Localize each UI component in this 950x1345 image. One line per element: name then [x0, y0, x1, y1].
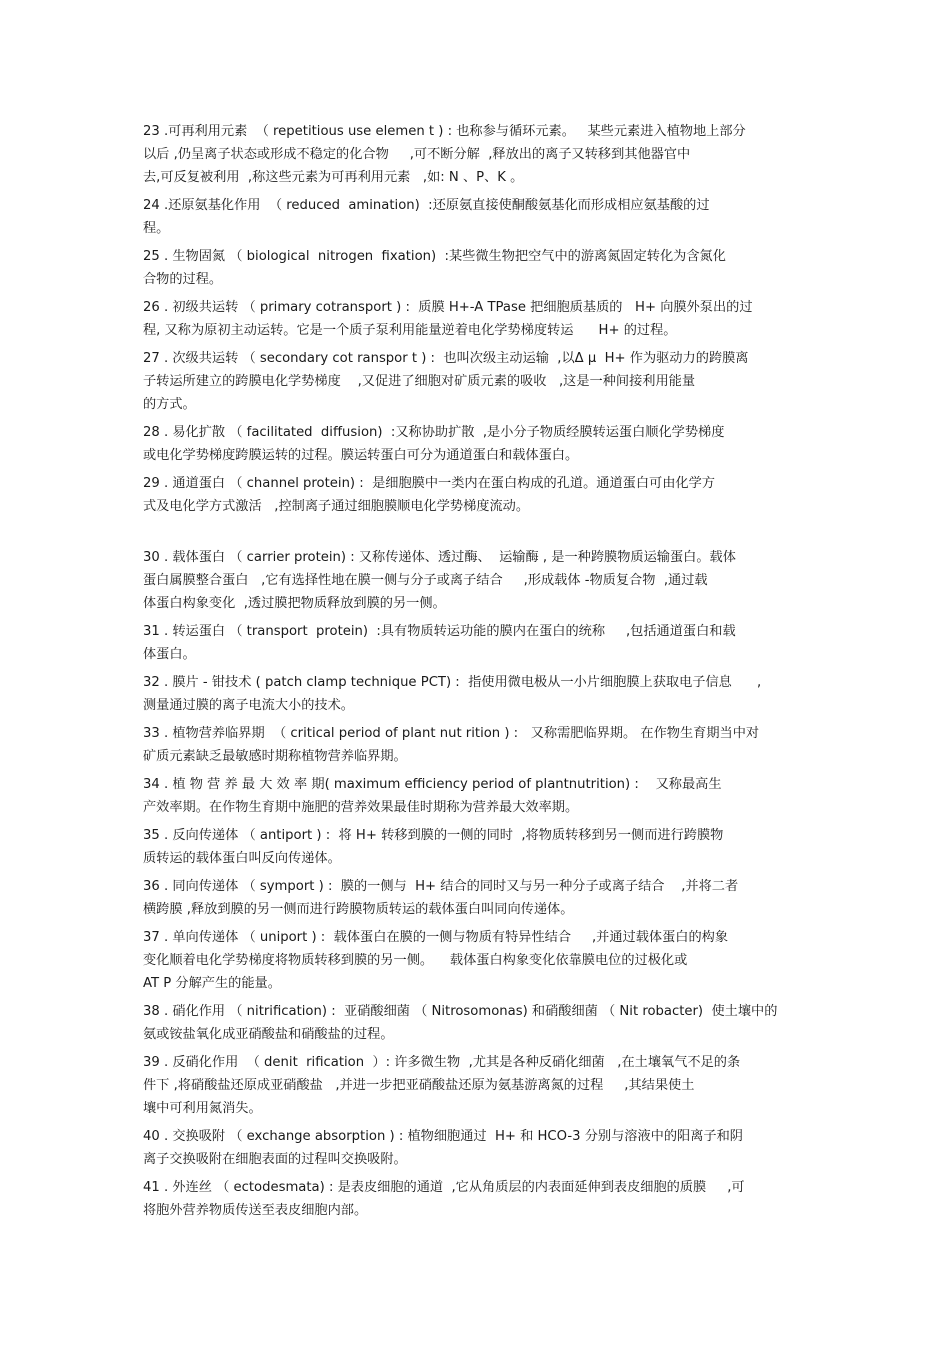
entry-text-line: 横跨膜 ,释放到膜的另一侧而进行跨膜物质转运的载体蛋白叫同向传递体。 [143, 902, 574, 917]
entry-text-line: 33 . 植物营养临界期 （ critical period of plant nut rition ) : 又称需肥临界期。 在作物生育期当中对 [143, 726, 760, 741]
entry-text-line: 25 . 生物固氮 （ biological nitrogen fixation) :某些微生物把空气中的游离氮固定转化为含氮化 [143, 249, 726, 264]
entry-text-line: 41 . 外连丝 （ ectodesmata) : 是表皮细胞的通道 ,它从角质层的内表面延伸到表皮细胞的质膜 ,可 [143, 1180, 745, 1195]
entry-text-line: 36 . 同向传递体 （ symport ) : 膜的一侧与 H+ 结合的同时又与另一种分子或离子结合 ,并将二者 [143, 879, 739, 894]
entry-text-line: 或电化学势梯度跨膜运转的过程。膜运转蛋白可分为通道蛋白和载体蛋白。 [143, 448, 579, 463]
entry-text-line: 产效率期。在作物生育期中施肥的营养效果最佳时期称为营养最大效率期。 [143, 800, 579, 815]
entry-text-line: 矿质元素缺乏最敏感时期称植物营养临界期。 [143, 749, 407, 764]
glossary-entries [143, 120, 823, 1227]
glossary-entry [143, 245, 823, 291]
entry-text-line: 37 . 单向传递体 （ uniport ) : 载体蛋白在膜的一侧与物质有特异性结合 ,并通过载体蛋白的构象 [143, 930, 729, 945]
glossary-entry [143, 1051, 823, 1120]
entry-text-line: 氨或铵盐氧化成亚硝酸盐和硝酸盐的过程。 [143, 1027, 394, 1042]
glossary-entry [143, 296, 823, 342]
entry-text-line: 24 .还原氨基化作用 （ reduced amination) :还原氨直接使酮酸氨基化而形成相应氨基酸的过 [143, 198, 710, 213]
entry-text-line: 式及电化学方式激活 ,控制离子通过细胞膜顺电化学势梯度流动。 [143, 499, 530, 514]
entry-text-line: 质转运的载体蛋白叫反向传递体。 [143, 851, 341, 866]
entry-text-line: 壤中可利用氮消失。 [143, 1101, 262, 1116]
entry-text-line: 去,可反复被利用 ,称这些元素为可再利用元素 ,如: N 、P、K 。 [143, 170, 524, 185]
entry-text-line: 离子交换吸附在细胞表面的过程叫交换吸附。 [143, 1152, 407, 1167]
glossary-entry [143, 1000, 823, 1046]
entry-text-line: 38 . 硝化作用 （ nitrification) : 亚硝酸细菌 （ Nitrosomonas) 和硝酸细菌 （ Nit robacter) 使土壤中的 [143, 1004, 778, 1019]
entry-text-line: 31 . 转运蛋白 （ transport protein) :具有物质转运功能的膜内在蛋白的统称 ,包括通道蛋白和载 [143, 624, 736, 639]
entry-text-line: 35 . 反向传递体 （ antiport ) : 将 H+ 转移到膜的一侧的同时 ,将物质转移到另一侧而进行跨膜物 [143, 828, 724, 843]
entry-text-line: 程, 又称为原初主动运转。它是一个质子泵利用能量逆着电化学势梯度转运 H+ 的过程。 [143, 323, 677, 338]
entry-text-line: 变化顺着电化学势梯度将物质转移到膜的另一侧。 载体蛋白构象变化依靠膜电位的过极化或 [143, 953, 688, 968]
entry-text-line: 件下 ,将硝酸盐还原成亚硝酸盐 ,并进一步把亚硝酸盐还原为氨基游离氮的过程 ,其结果使土 [143, 1078, 695, 1093]
entry-text-line: 体蛋白。 [143, 647, 196, 662]
glossary-entry [143, 722, 823, 768]
glossary-entry [143, 875, 823, 921]
entry-text-line: 29 . 通道蛋白 （ channel protein) : 是细胞膜中一类内在蛋白构成的孔道。通道蛋白可由化学方 [143, 476, 715, 491]
entry-text-line: 的方式。 [143, 397, 196, 412]
glossary-entry [143, 1125, 823, 1171]
entry-text-line: 蛋白属膜整合蛋白 ,它有选择性地在膜一侧与分子或离子结合 ,形成载体 -物质复合物 ,通过载 [143, 573, 708, 588]
glossary-entry [143, 421, 823, 467]
glossary-entry [143, 472, 823, 518]
entry-text-line: 34 . 植 物 营 养 最 大 效 率 期( maximum efficiency period of plantnutrition) : 又称最高生 [143, 777, 722, 792]
entry-text-line: 子转运所建立的跨膜电化学势梯度 ,又促进了细胞对矿质元素的吸收 ,这是一种间接利用能量 [143, 374, 696, 389]
glossary-entry [143, 926, 823, 995]
entry-text-line: 体蛋白构象变化 ,透过膜把物质释放到膜的另一侧。 [143, 596, 446, 611]
glossary-entry [143, 194, 823, 240]
entry-text-line: 23 .可再利用元素 （ repetitious use elemen t ) : 也称参与循环元素。 某些元素进入植物地上部分 [143, 124, 746, 139]
entry-text-line: 合物的过程。 [143, 272, 223, 287]
entry-text-line: 40 . 交换吸附 （ exchange absorption ) : 植物细胞通过 H+ 和 HCO-3 分别与溶液中的阳离子和阴 [143, 1129, 743, 1144]
entry-text-line: 27 . 次级共运转 （ secondary cot ranspor t ) : 也叫次级主动运输 ,以Δ μ H+ 作为驱动力的跨膜离 [143, 351, 749, 366]
entry-text-line: 32 . 膜片 - 钳技术 ( patch clamp technique PCT) : 指使用微电极从一小片细胞膜上获取电子信息 , [143, 675, 762, 690]
entry-text-line: 将胞外营养物质传送至表皮细胞内部。 [143, 1203, 368, 1218]
glossary-entry [143, 1176, 823, 1222]
glossary-entry [143, 620, 823, 666]
glossary-entry [143, 347, 823, 416]
glossary-entry [143, 120, 823, 189]
glossary-entry [143, 546, 823, 615]
entry-text-line: AT P 分解产生的能量。 [143, 976, 281, 991]
entry-text-line: 39 . 反硝化作用 （ denit rification ）: 许多微生物 ,尤其是各种反硝化细菌 ,在土壤氧气不足的条 [143, 1055, 741, 1070]
glossary-entry [143, 671, 823, 717]
glossary-entry [143, 824, 823, 870]
glossary-entry [143, 773, 823, 819]
entry-text-line: 测量通过膜的离子电流大小的技术。 [143, 698, 354, 713]
entry-text-line: 28 . 易化扩散 （ facilitated diffusion) :又称协助扩散 ,是小分子物质经膜转运蛋白顺化学势梯度 [143, 425, 725, 440]
entry-text-line: 26 . 初级共运转 （ primary cotransport ) : 质膜 H+-A TPase 把细胞质基质的 H+ 向膜外泵出的过 [143, 300, 753, 315]
entry-text-line: 30 . 载体蛋白 （ carrier protein) : 又称传递体、透过酶、 运输酶 , 是一种跨膜物质运输蛋白。载体 [143, 550, 736, 565]
entry-text-line: 程。 [143, 221, 170, 236]
entry-text-line: 以后 ,仍呈离子状态或形成不稳定的化合物 ,可不断分解 ,释放出的离子又转移到其他器官中 [143, 147, 691, 162]
